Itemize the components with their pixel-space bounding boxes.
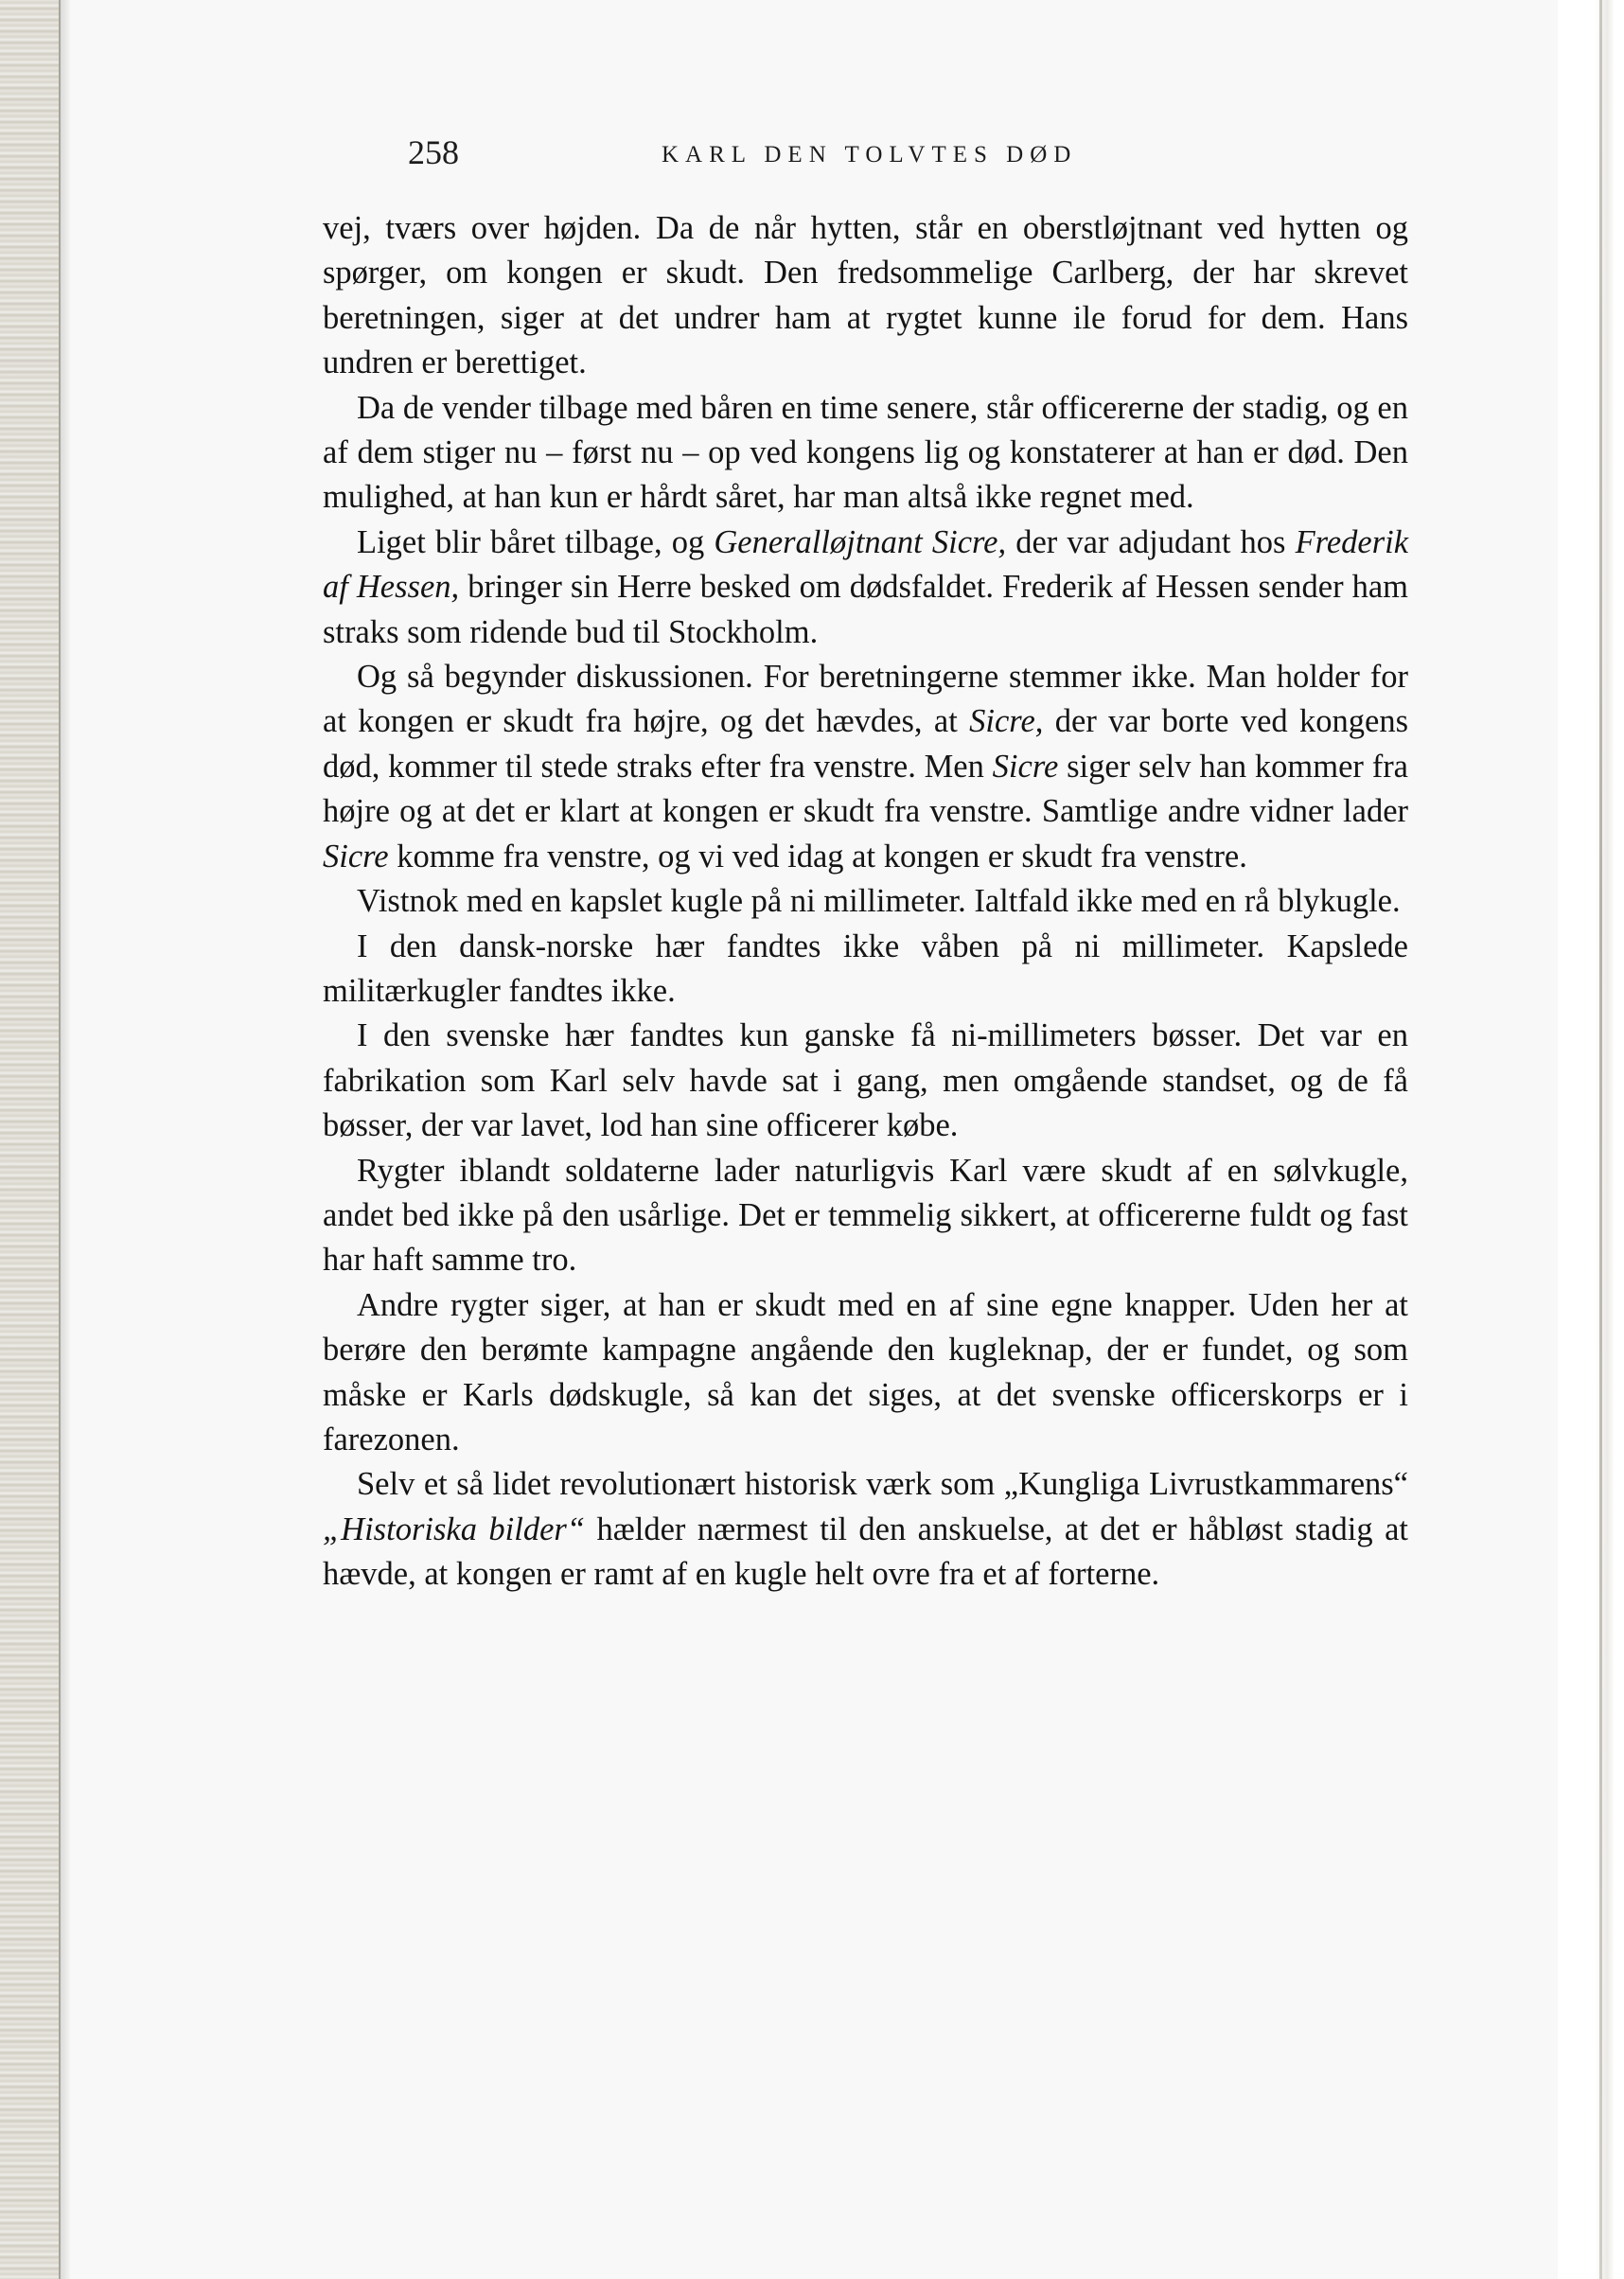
running-head: KARL DEN TOLVTES DØD xyxy=(662,142,1078,168)
italic-text: „Historiska bilder“ xyxy=(323,1510,586,1547)
page-header xyxy=(408,129,1316,186)
text-segment: I den dansk-norske hær fandtes ikke våben på ni millimeter. Kapslede militærkugler fandtes ikke. xyxy=(323,928,1408,1009)
text-segment: Og så begynder diskussionen. For beretningerne stemmer ikke. Man holder for at kongen er skudt fra højre, og det hævdes, at xyxy=(323,659,1408,740)
italic-text: Sicre xyxy=(992,748,1059,785)
text-segment: bringer sin Herre besked om dødsfaldet. Frederik af Hessen sender ham straks som ridende bud til Stockholm. xyxy=(323,569,1408,650)
paragraph xyxy=(323,386,1408,521)
paragraph xyxy=(323,1462,1408,1597)
book-binding-gutter xyxy=(0,0,61,2279)
text-segment: komme fra venstre, og vi ved idag at kongen er skudt fra venstre. xyxy=(388,838,1247,874)
text-segment: siger selv han kommer fra højre og at det er klart at kongen er skudt fra venstre. Samtlige andre vidner lader xyxy=(323,748,1408,830)
paragraph xyxy=(323,1283,1408,1463)
paragraph xyxy=(323,1149,1408,1283)
page-number: 258 xyxy=(408,133,459,171)
text-segment: Vistnok med en kapslet kugle på ni millimeter. Ialtfald ikke med en rå blykugle. xyxy=(357,883,1401,920)
italic-text: Sicre xyxy=(323,838,389,874)
italic-text: Frederik af Hessen, xyxy=(323,523,1409,606)
paragraph xyxy=(323,206,1408,386)
text-segment: Selv et så lidet revolutionært historisk værk som „Kungliga Livrustkammarens“ xyxy=(357,1466,1408,1503)
text-segment: I den svenske hær fandtes kun ganske få ni-millimeters bøsser. Det var en fabrikation som Karl selv havde sat i gang, men omgående standset, og de få bøsser, der var lavet, lod han sine officerer købe. xyxy=(323,1017,1408,1144)
text-segment: Da de vender tilbage med båren en time senere, står officererne der stadig, og en af dem stiger nu – først nu – op ved kongens lig og konstaterer at han er død. Den mulighed, at han kun er hårdt såret, har man altså ikke regnet med. xyxy=(323,389,1408,516)
text-segment: hælder nærmest til den anskuelse, at det er håbløst stadig at hævde, at kongen er ramt af en kugle helt ovre fra et af forterne. xyxy=(323,1510,1408,1593)
text-segment: der var borte ved kongens død, kommer til stede straks efter fra venstre. Men xyxy=(323,703,1409,785)
paragraph xyxy=(323,879,1408,924)
text-segment: der var adjudant hos xyxy=(1006,523,1296,560)
text-segment: Liget blir båret tilbage, og xyxy=(357,523,715,560)
paragraph xyxy=(323,521,1408,655)
text-segment: Rygter iblandt soldaterne lader naturligvis Karl være skudt af en sølvkugle, andet bed ikke på den usårlige. Det er temmelig sikkert, at officererne fuldt og fast har haft samme tro. xyxy=(323,1152,1408,1279)
text-segment: Andre rygter siger, at han er skudt med en af sine egne knapper. Uden her at berøre den berømte kampagne angående den kugleknap, der er fundet, og som måske er Karls dødskugle, så kan det siges, at det svenske officerskorps er i farezonen. xyxy=(323,1286,1408,1458)
body-text xyxy=(323,206,1408,1598)
italic-text: Sicre, xyxy=(969,703,1044,740)
paragraph xyxy=(323,925,1408,1015)
italic-text: Generalløjtnant Sicre, xyxy=(714,523,1007,560)
page-edge xyxy=(1558,0,1624,2279)
paragraph xyxy=(323,655,1408,879)
paragraph xyxy=(323,1014,1408,1148)
text-segment: vej, tværs over højden. Da de når hytten, står en oberstløjtnant ved hytten og spørger, om kongen er skudt. Den fredsommelige Carlberg, der har skrevet beretningen, siger at det undrer ham at rygtet kunne ile forud for dem. Hans undren er berettiget. xyxy=(323,210,1408,381)
